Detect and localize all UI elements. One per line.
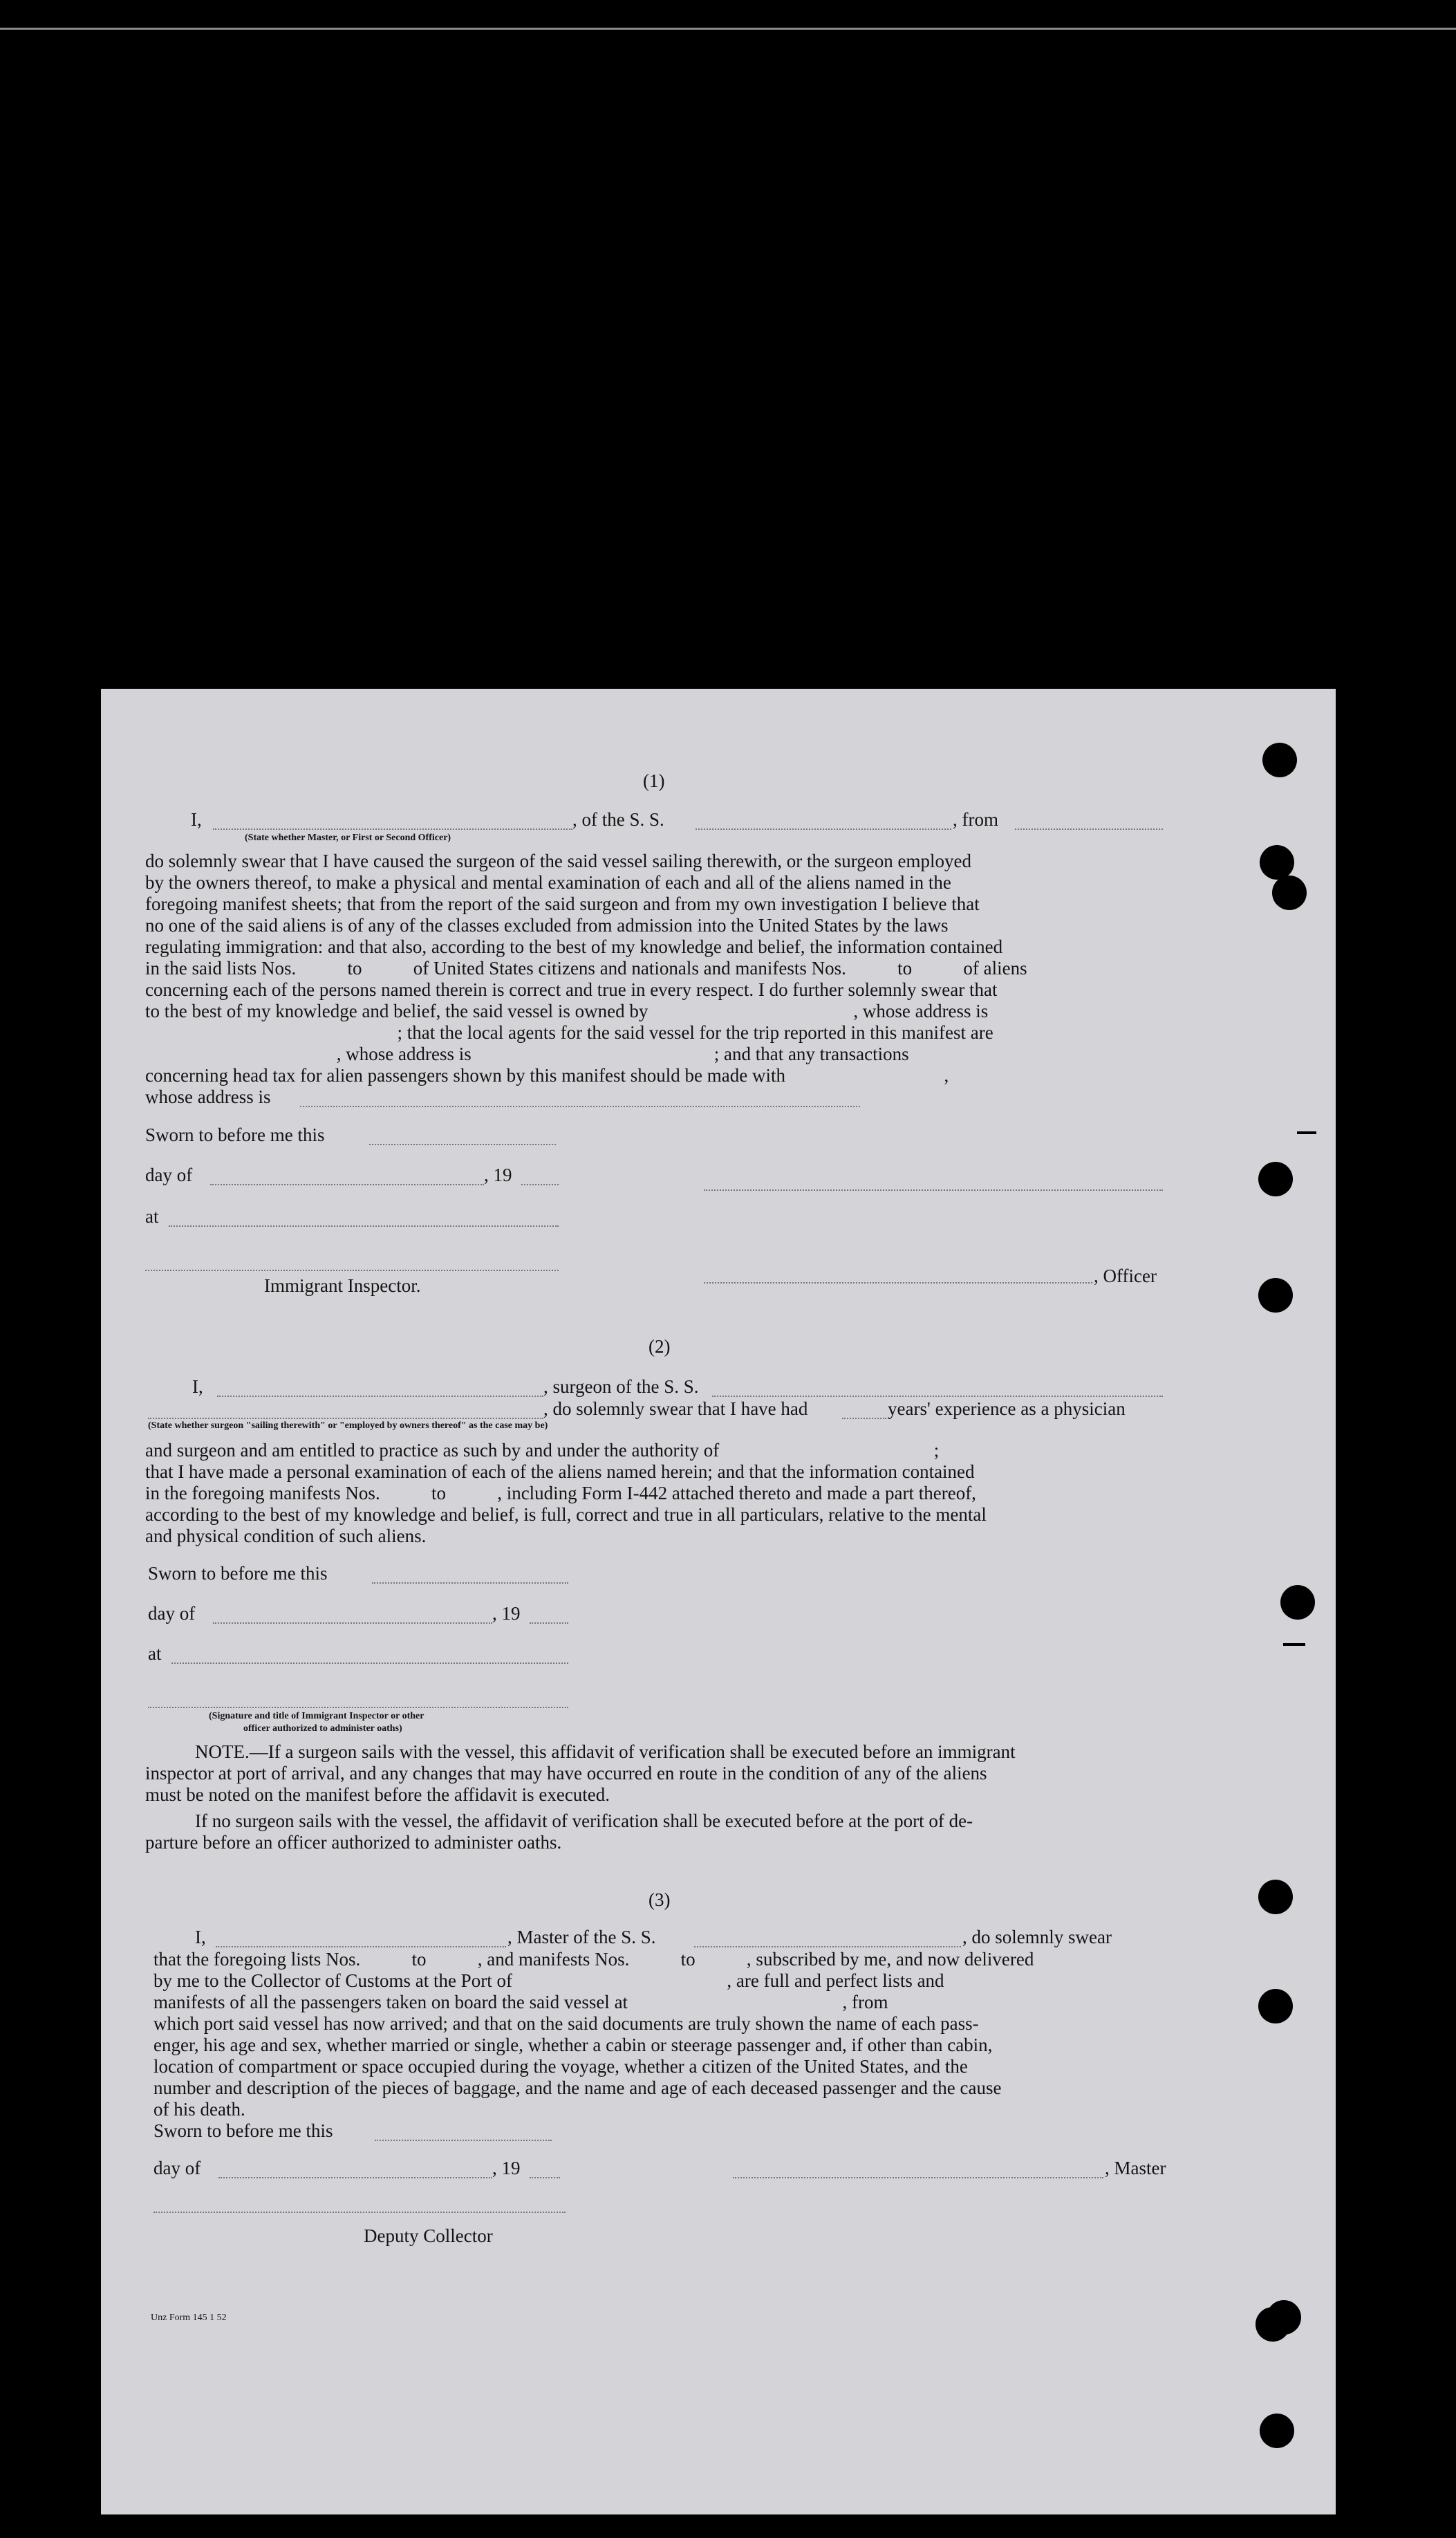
s3-line: number and description of the pieces of baggage, and the name and age of each deceased passenger and the cause bbox=[153, 2077, 1002, 2098]
s1-opening-i: I, bbox=[191, 809, 202, 830]
s2-vessel-field[interactable] bbox=[712, 1394, 1163, 1397]
s3-deputy-label: Deputy Collector bbox=[364, 2225, 493, 2246]
s1-line: by the owners thereof, to make a physical and mental examination of each and all of the aliens named in the bbox=[145, 872, 951, 893]
s2-line: that I have made a personal examination of each of the aliens named herein; and that the information contained bbox=[145, 1461, 975, 1482]
top-scan-edge bbox=[0, 28, 1456, 30]
note-line: inspector at port of arrival, and any changes that may have occurred en route in the condition of any of the aliens bbox=[145, 1763, 987, 1784]
binder-hole bbox=[1272, 876, 1307, 910]
years-field[interactable] bbox=[842, 1416, 886, 1419]
punch-mark bbox=[1297, 1131, 1316, 1134]
s1-inspector-signature-field[interactable] bbox=[145, 1268, 559, 1271]
s3-sworn-label: Sworn to before me this bbox=[153, 2120, 333, 2141]
s1-at-field[interactable] bbox=[169, 1224, 559, 1227]
s2-year-label: , 19 bbox=[492, 1603, 521, 1624]
s1-at-label: at bbox=[145, 1206, 159, 1227]
s2-day-of-label: day of bbox=[148, 1603, 196, 1624]
s1-line: foregoing manifest sheets; that from the report of the said surgeon and from my own investigation I believe that bbox=[145, 893, 980, 914]
s1-from: , from bbox=[953, 809, 998, 830]
s3-vessel-field[interactable] bbox=[694, 1945, 961, 1947]
surgeon-note: (State whether surgeon "sailing therewith" or "employed by owners thereof" as the case may be) bbox=[148, 1420, 548, 1431]
s2-line: in the foregoing manifests Nos. to , including Form I-442 attached thereto and made a part thereof, bbox=[145, 1483, 976, 1503]
s1-line: in the said lists Nos. to of United States citizens and nationals and manifests Nos. to of aliens bbox=[145, 958, 1027, 979]
vessel-name-field[interactable] bbox=[696, 827, 951, 830]
s2-at-field[interactable] bbox=[171, 1661, 568, 1664]
s2-line: according to the best of my knowledge and belief, is full, correct and true in all particulars, relative to the mental bbox=[145, 1504, 987, 1525]
s1-line: , whose address is ; and that any transactions bbox=[145, 1044, 909, 1064]
s3-year-field[interactable] bbox=[530, 2176, 560, 2178]
officer-note: (State whether Master, or First or Second Officer) bbox=[245, 833, 451, 843]
s1-of-ss: , of the S. S. bbox=[572, 809, 664, 830]
s1-officer-line[interactable] bbox=[704, 1281, 1092, 1284]
s1-line: do solemnly swear that I have caused the surgeon of the said vessel sailing therewith, or the surgeon employed bbox=[145, 851, 971, 871]
s3-line: by me to the Collector of Customs at the Port of , are full and perfect lists and bbox=[153, 1970, 944, 1991]
s3-opening-i: I, bbox=[195, 1927, 206, 1947]
s2-years-label: years' experience as a physician bbox=[888, 1398, 1126, 1419]
s2-at-label: at bbox=[148, 1643, 162, 1664]
s3-master-name-field[interactable] bbox=[216, 1945, 506, 1947]
binder-hole bbox=[1258, 1278, 1293, 1313]
s1-line: to the best of my knowledge and belief, the said vessel is owned by , whose address is bbox=[145, 1001, 989, 1021]
s2-signature-field[interactable] bbox=[148, 1705, 568, 1708]
s1-year-field[interactable] bbox=[521, 1183, 559, 1185]
s3-deputy-signature-field[interactable] bbox=[153, 2210, 566, 2213]
s2-line: and physical condition of such aliens. bbox=[145, 1526, 427, 1546]
binder-hole bbox=[1258, 1162, 1293, 1196]
s1-year-label: , 19 bbox=[484, 1165, 512, 1185]
s1-day-of-label: day of bbox=[145, 1165, 193, 1185]
binder-hole bbox=[1260, 845, 1294, 880]
s1-inspector-label: Immigrant Inspector. bbox=[264, 1275, 421, 1296]
note2-line: If no surgeon sails with the vessel, the affidavit of verification shall be executed before at the port of de- bbox=[195, 1810, 973, 1831]
s1-line: ; that the local agents for the said vessel for the trip reported in this manifest are bbox=[145, 1022, 993, 1043]
s1-sworn-field[interactable] bbox=[369, 1142, 556, 1145]
binder-hole bbox=[1280, 1585, 1315, 1620]
note-line: must be noted on the manifest before the affidavit is executed. bbox=[145, 1784, 610, 1805]
form-page bbox=[101, 689, 1336, 2514]
s3-line: of his death. bbox=[153, 2099, 245, 2120]
from-port-field[interactable] bbox=[1015, 827, 1163, 830]
s3-line: which port said vessel has now arrived; and that on the said documents are truly shown the name of each pass- bbox=[153, 2013, 979, 2034]
s3-line: that the foregoing lists Nos. to , and manifests Nos. to , subscribed by me, and now delivered bbox=[153, 1949, 1034, 1970]
s2-year-field[interactable] bbox=[530, 1621, 568, 1624]
binder-hole bbox=[1260, 2414, 1294, 2448]
s3-master-signature-field[interactable] bbox=[733, 2176, 1103, 2178]
s3-master-label: , Master bbox=[1105, 2158, 1166, 2178]
s1-line: concerning each of the persons named therein is correct and true in every respect. I do further solemnly swear that bbox=[145, 979, 998, 1000]
surgeon-status-field[interactable] bbox=[148, 1416, 543, 1419]
s2-day-field[interactable] bbox=[213, 1621, 492, 1624]
binder-hole bbox=[1256, 2307, 1290, 2342]
s1-officer-label: , Officer bbox=[1094, 1266, 1157, 1286]
section-1-number: (1) bbox=[643, 770, 665, 791]
s3-day-of-label: day of bbox=[153, 2158, 201, 2178]
section-2-number: (2) bbox=[648, 1336, 671, 1357]
s2-sig-note-1: (Signature and title of Immigrant Inspector or other bbox=[209, 1711, 424, 1721]
s1-line: concerning head tax for alien passengers shown by this manifest should be made with , bbox=[145, 1065, 949, 1086]
s2-sig-note-2: officer authorized to administer oaths) bbox=[243, 1723, 402, 1734]
note-line: NOTE.—If a surgeon sails with the vessel, this affidavit of verification shall be executed before an immigrant bbox=[195, 1741, 1016, 1762]
s3-day-field[interactable] bbox=[218, 2176, 492, 2178]
s3-line: enger, his age and sex, whether married or single, whether a cabin or steerage passenger and, if other than cabin, bbox=[153, 2035, 993, 2055]
s2-sworn-label: Sworn to before me this bbox=[148, 1563, 328, 1584]
binder-hole bbox=[1258, 1989, 1293, 2023]
master-name-field[interactable] bbox=[213, 827, 572, 830]
s1-line: no one of the said aliens is of any of the classes excluded from admission into the United States by the laws bbox=[145, 915, 949, 936]
s3-swear: , do solemnly swear bbox=[962, 1927, 1112, 1947]
s1-day-field[interactable] bbox=[210, 1183, 484, 1185]
s3-line: manifests of all the passengers taken on board the said vessel at , from bbox=[153, 1992, 888, 2012]
s2-sworn-field[interactable] bbox=[372, 1581, 568, 1584]
s2-surgeon-of: , surgeon of the S. S. bbox=[543, 1376, 699, 1397]
punch-mark bbox=[1283, 1643, 1305, 1646]
head-tax-address-field[interactable] bbox=[300, 1104, 860, 1107]
s3-year-label: , 19 bbox=[492, 2158, 521, 2178]
s2-swear-line: , do solemnly swear that I have had bbox=[543, 1398, 808, 1419]
section-3-number: (3) bbox=[648, 1889, 671, 1910]
s2-line: and surgeon and am entitled to practice as such by and under the authority of ; bbox=[145, 1440, 940, 1461]
s1-line: whose address is bbox=[145, 1086, 271, 1107]
s2-opening-i: I, bbox=[192, 1376, 203, 1397]
form-id: Unz Form 145 1 52 bbox=[151, 2313, 227, 2323]
s3-line: location of compartment or space occupied during the voyage, whether a citizen of the United States, and the bbox=[153, 2056, 968, 2077]
note2-line: parture before an officer authorized to administer oaths. bbox=[145, 1832, 562, 1853]
s3-sworn-field[interactable] bbox=[375, 2138, 552, 2141]
surgeon-name-field[interactable] bbox=[217, 1394, 543, 1397]
binder-hole bbox=[1262, 743, 1297, 777]
s1-officer-signature-field[interactable] bbox=[704, 1188, 1163, 1191]
s1-line: regulating immigration: and that also, according to the best of my knowledge and belief, the information contained bbox=[145, 936, 1003, 957]
s3-master-of: , Master of the S. S. bbox=[507, 1927, 656, 1947]
binder-hole bbox=[1258, 1880, 1293, 1914]
s1-sworn-label: Sworn to before me this bbox=[145, 1124, 325, 1145]
